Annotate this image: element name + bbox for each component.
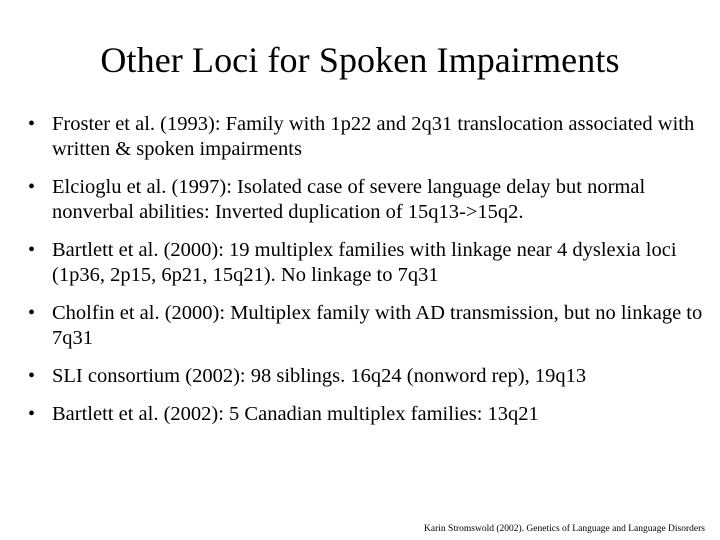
- bullet-text: Bartlett et al. (2000): 19 multiplex families with linkage near 4 dyslexia loci (1p36, 2p15, 6p21, 15q21). No linkage to 7q31: [52, 239, 677, 286]
- bullet-text: Elcioglu et al. (1997): Isolated case of severe language delay but normal nonverbal abilities: Inverted duplication of 15q13->15q2.: [52, 176, 646, 223]
- bullet-text: Froster et al. (1993): Family with 1p22 and 2q31 translocation associated with written & spoken impairments: [52, 113, 695, 160]
- bullet-item: [28, 364, 704, 389]
- bullet-marker: •: [28, 113, 36, 135]
- bullet-marker: •: [28, 365, 36, 387]
- bullet-text: Cholfin et al. (2000): Multiplex family with AD transmission, but no linkage to 7q31: [52, 302, 703, 349]
- bullet-marker: •: [28, 176, 36, 198]
- bullet-item: [28, 112, 704, 162]
- bullet-marker: •: [28, 302, 36, 324]
- bullet-marker: •: [28, 239, 36, 261]
- bullet-text: Bartlett et al. (2002): 5 Canadian multiplex families: 13q21: [52, 403, 539, 425]
- bullet-marker: •: [28, 403, 36, 425]
- bullet-item: [28, 402, 704, 427]
- bullet-item: [28, 301, 704, 351]
- bullet-item: [28, 238, 704, 288]
- slide-title: Other Loci for Spoken Impairments: [100, 40, 620, 80]
- slide-footer-citation: Karin Stromswold (2002). Genetics of Language and Language Disorders: [424, 524, 705, 534]
- bullet-text: SLI consortium (2002): 98 siblings. 16q24 (nonword rep), 19q13: [52, 365, 587, 387]
- bullet-item: [28, 175, 704, 225]
- bullet-list: [28, 112, 704, 440]
